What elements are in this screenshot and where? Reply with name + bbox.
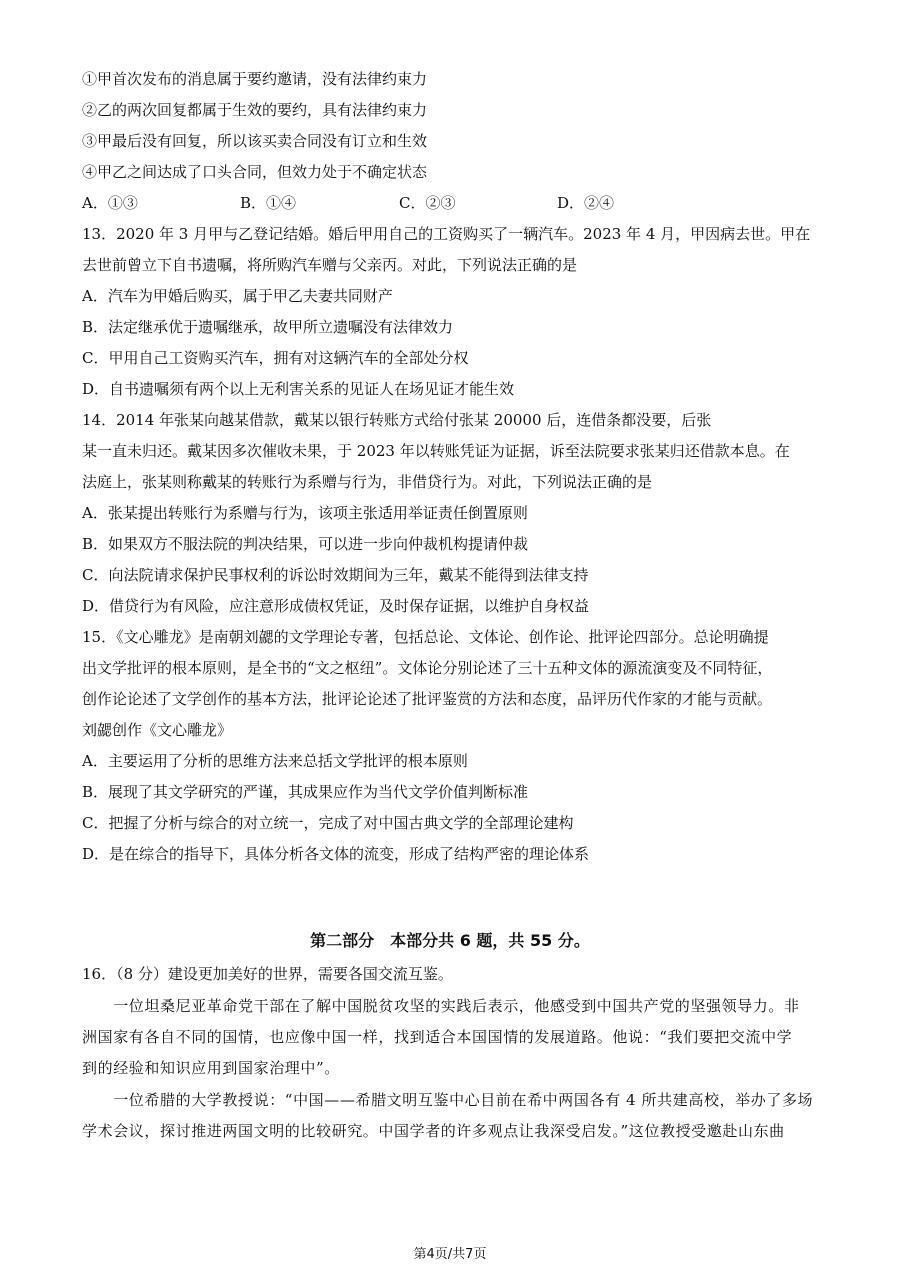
q14-stem-line-3: 法庭上，张某则称戴某的转账行为系赠与行为，非借贷行为。对此，下列说法正确的是: [82, 473, 653, 491]
q12-statement-1: ①甲首次发布的消息属于要约邀请，没有法律约束力: [82, 70, 428, 88]
q12-statement-2: ②乙的两次回复都属于生效的要约，具有法律约束力: [82, 101, 428, 119]
q13-option-a: A．汽车为甲婚后购买，属于甲乙夫妻共同财产: [82, 287, 393, 305]
q12-option-b: B．①④: [240, 194, 297, 212]
q15-stem-line-1: 15．《文心雕龙》是南朝刘勰的文学理论专著，包括总论、文体论、创作论、批评论四部分。总论明确提: [82, 628, 769, 646]
q12-option-a: A．①③: [82, 194, 138, 212]
q15-option-a: A．主要运用了分析的思维方法来总括文学批评的根本原则: [82, 752, 468, 770]
page-number-footer: 第4页/共7页: [413, 1247, 487, 1262]
q13-stem-line-2: 去世前曾立下自书遗嘱，将所购汽车赠与父亲丙。对此，下列说法正确的是: [82, 256, 578, 274]
q16-stem: 16．（8 分）建设更加美好的世界，需要各国交流互鉴。: [82, 965, 453, 983]
q15-option-c: C．把握了分析与综合的对立统一，完成了对中国古典文学的全部理论建构: [82, 814, 574, 832]
q13-option-c: C．甲用自己工资购买汽车，拥有对这辆汽车的全部处分权: [82, 349, 469, 367]
q13-stem-line-1: 13．2020 年 3 月甲与乙登记结婚。婚后甲用自己的工资购买了一辆汽车。2023 年 4 月，甲因病去世。甲在: [82, 225, 811, 243]
q16-passage-line-5: 学术会议，探讨推进两国文明的比较研究。中国学者的许多观点让我深受启发。”这位教授受邀赴山东曲: [82, 1122, 785, 1140]
q14-option-b: B．如果双方不服法院的判决结果，可以进一步向仲裁机构提请仲裁: [82, 535, 529, 553]
q12-option-d: D．②④: [557, 194, 615, 212]
part2-heading: 第二部分 本部分共 6 题，共 55 分。: [310, 931, 590, 950]
q14-option-a: A．张某提出转账行为系赠与行为，该项主张适用举证责任倒置原则: [82, 504, 528, 522]
q14-option-d: D．借贷行为有风险，应注意形成债权凭证，及时保存证据，以维护自身权益: [82, 597, 590, 615]
q15-option-d: D．是在综合的指导下，具体分析各文体的流变，形成了结构严密的理论体系: [82, 845, 590, 863]
q14-stem-line-2: 某一直未归还。戴某因多次催收未果，于 2023 年以转账凭证为证据，诉至法院要求张某归还借款本息。在: [82, 442, 790, 460]
q14-option-c: C．向法院请求保护民事权利的诉讼时效期间为三年，戴某不能得到法律支持: [82, 566, 589, 584]
q16-passage-line-2: 洲国家有各自不同的国情，也应像中国一样，找到适合本国国情的发展道路。他说：“我们要把交流中学: [82, 1028, 793, 1046]
q13-option-d: D．自书遗嘱须有两个以上无利害关系的见证人在场见证才能生效: [82, 380, 515, 398]
q16-passage-line-3: 到的经验和知识应用到国家治理中”。: [82, 1059, 340, 1077]
q16-passage-line-1: 一位坦桑尼亚革命党干部在了解中国脱贫攻坚的实践后表示，他感受到中国共产党的坚强领导力。非: [82, 997, 800, 1015]
q12-statement-3: ③甲最后没有回复，所以该买卖合同没有订立和生效: [82, 132, 428, 150]
q12-statement-4: ④甲乙之间达成了口头合同，但效力处于不确定状态: [82, 163, 428, 181]
q15-stem-line-2: 出文学批评的根本原则，是全书的“文之枢纽”。文体论分别论述了三十五种文体的源流演变及不同特征，: [82, 659, 773, 677]
q16-passage-line-4: 一位希腊的大学教授说：“中国——希腊文明互鉴中心目前在希中两国各有 4 所共建高校，举办了多场: [82, 1091, 814, 1109]
q15-stem-line-3: 创作论论述了文学创作的基本方法，批评论论述了批评鉴赏的方法和态度，品评历代作家的才能与贡献。: [82, 690, 773, 708]
q14-stem-line-1: 14．2014 年张某向越某借款，戴某以银行转账方式给付张某 20000 后，连借条都没要，后张: [82, 411, 712, 429]
q15-stem-line-4: 刘勰创作《文心雕龙》: [82, 721, 233, 739]
q15-option-b: B．展现了其文学研究的严谨，其成果应作为当代文学价值判断标准: [82, 783, 529, 801]
q12-option-c: C．②③: [399, 194, 456, 212]
q13-option-b: B．法定继承优于遗嘱继承，故甲所立遗嘱没有法律效力: [82, 318, 454, 336]
